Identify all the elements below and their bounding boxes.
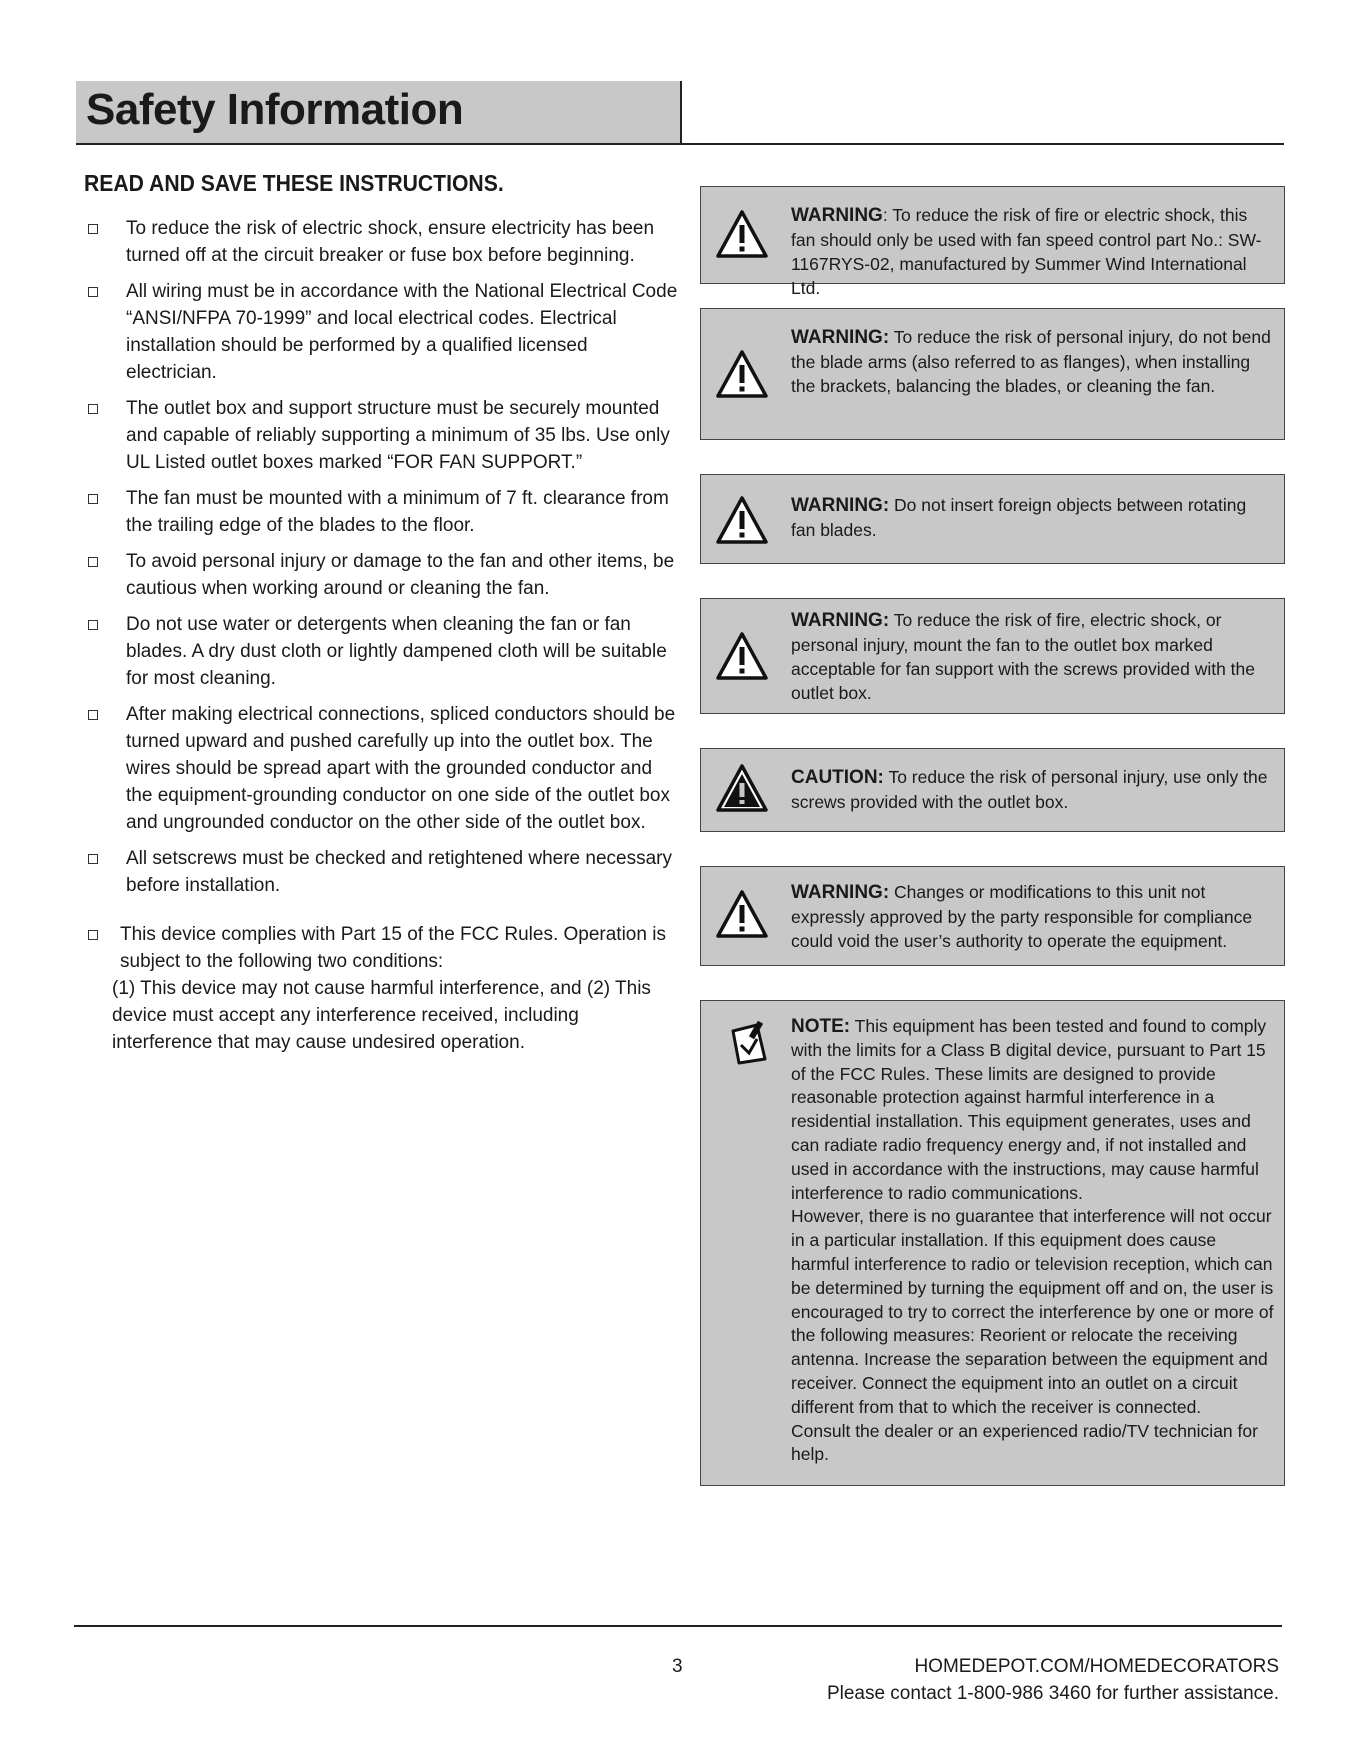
- warning-triangle-icon: [715, 631, 769, 681]
- warning-callout-outlet-box: [700, 598, 1285, 714]
- instruction-item: Do not use water or detergents when cleaning the fan or fan blades. A dry dust cloth or lightly dampened cloth will be suitable for most cleaning.: [84, 611, 680, 692]
- header-rule: [76, 143, 1284, 145]
- checkbox-bullet-icon: [88, 710, 98, 720]
- warning-callout-foreign-objects: [700, 474, 1285, 564]
- note-callout-fcc: [700, 1000, 1285, 1486]
- fcc-compliance-item: This device complies with Part 15 of the FCC Rules. Operation is subject to the following two conditions: (1) This device may not cause harmful interference, and (2) This device must accept any interference received, including interference that may cause undesired operation.: [84, 921, 680, 1056]
- instructions-column: [84, 170, 680, 1065]
- checkbox-bullet-icon: [88, 930, 98, 940]
- checkbox-bullet-icon: [88, 287, 98, 297]
- warning-triangle-icon: [715, 209, 769, 259]
- page-number: 3: [672, 1656, 683, 1677]
- instruction-item: All wiring must be in accordance with the National Electrical Code “ANSI/NFPA 70-1999” and local electrical codes. Electrical installation should be performed by a qualified licensed electrician.: [84, 278, 680, 386]
- checkbox-bullet-icon: [88, 557, 98, 567]
- warning-triangle-icon: [715, 495, 769, 545]
- warning-callout-speed-control: [700, 186, 1285, 298]
- instruction-item: The fan must be mounted with a minimum of 7 ft. clearance from the trailing edge of the blades to the floor.: [84, 485, 680, 539]
- warning-triangle-icon: [715, 349, 769, 399]
- instruction-item: To reduce the risk of electric shock, ensure electricity has been turned off at the circuit breaker or fuse box before beginning.: [84, 215, 680, 269]
- footer-website: HOMEDEPOT.COM/HOMEDECORATORS: [914, 1656, 1279, 1677]
- checkbox-bullet-icon: [88, 854, 98, 864]
- callout-text: WARNING: To reduce the risk of fire, electric shock, or personal injury, mount the fan to the outlet box marked acceptable for fan support with the screws provided with the outlet box.: [791, 610, 1255, 703]
- callout-text: CAUTION: To reduce the risk of personal injury, use only the screws provided with the outlet box.: [791, 767, 1268, 812]
- footer-contact: Please contact 1-800-986 3460 for further assistance.: [826, 1683, 1279, 1704]
- header-band: [76, 81, 682, 143]
- checkbox-bullet-icon: [88, 404, 98, 414]
- footer-rule: [74, 1625, 1282, 1627]
- instruction-item: To avoid personal injury or damage to the fan and other items, be cautious when working around or cleaning the fan.: [84, 548, 680, 602]
- callout-text: WARNING: Do not insert foreign objects between rotating fan blades.: [791, 495, 1247, 540]
- callout-text: NOTE: This equipment has been tested and found to comply with the limits for a Class B digital device, pursuant to Part 15 of the FCC Rules. These limits are designed to provide reasonable protection against harmful interference in a residential installation. This equipment generates, uses and can radiate radio frequency energy and, if not installed and used in accordance with the instructions, may cause harmful interference to radio communications. However, there is no guarantee that interference will not occur in a particular installation. If this equipment does cause harmful interference to radio or television reception, which can be determined by turning the equipment off and on, the user is encouraged to try to correct the interference by one or more of the following measures: Reorient or relocate the receiving antenna. Increase the separation between the equipment and receiver. Connect the equipment into an outlet on a circuit different from that to which the receiver is connected. Consult the dealer or an experienced radio/TV technician for help.: [791, 1016, 1274, 1465]
- checkbox-bullet-icon: [88, 494, 98, 504]
- callout-text: WARNING: To reduce the risk of fire or electric shock, this fan should only be used with fan speed control part No.: SW-1167RYS-02, manufactured by Summer Wind International Ltd.: [791, 205, 1262, 298]
- instructions-list: [84, 215, 680, 1056]
- caution-callout-screws: [700, 748, 1285, 832]
- fcc-conditions: (1) This device may not cause harmful interference, and (2) This device must accept any interference received, including interference that may cause undesired operation.: [112, 978, 651, 1053]
- checkbox-bullet-icon: [88, 620, 98, 630]
- instruction-item: All setscrews must be checked and retightened where necessary before installation.: [84, 845, 680, 899]
- warning-triangle-icon: [715, 889, 769, 939]
- callout-text: WARNING: Changes or modifications to this unit not expressly approved by the party responsible for compliance could void the user’s authority to operate the equipment.: [791, 882, 1253, 951]
- caution-triangle-icon: [715, 763, 769, 813]
- instruction-item: After making electrical connections, spliced conductors should be turned upward and pushed carefully up into the outlet box. The wires should be spread apart with the grounded conductor and the equipment-grounding conductor on one side of the outlet box and ungrounded conductor on the other side of the outlet box.: [84, 701, 680, 836]
- warning-callout-modifications: [700, 866, 1285, 966]
- note-pad-icon: [727, 1019, 771, 1065]
- warning-callout-blade-arms: [700, 308, 1285, 440]
- checkbox-bullet-icon: [88, 224, 98, 234]
- instruction-item: The outlet box and support structure must be securely mounted and capable of reliably supporting a minimum of 35 lbs. Use only UL Listed outlet boxes marked “FOR FAN SUPPORT.”: [84, 395, 680, 476]
- callout-text: WARNING: To reduce the risk of personal injury, do not bend the blade arms (also referred to as flanges), when installing the brackets, balancing the blades, or cleaning the fan.: [791, 327, 1271, 396]
- instructions-heading: READ AND SAVE THESE INSTRUCTIONS.: [84, 170, 504, 196]
- page-title: Safety Information: [86, 85, 464, 134]
